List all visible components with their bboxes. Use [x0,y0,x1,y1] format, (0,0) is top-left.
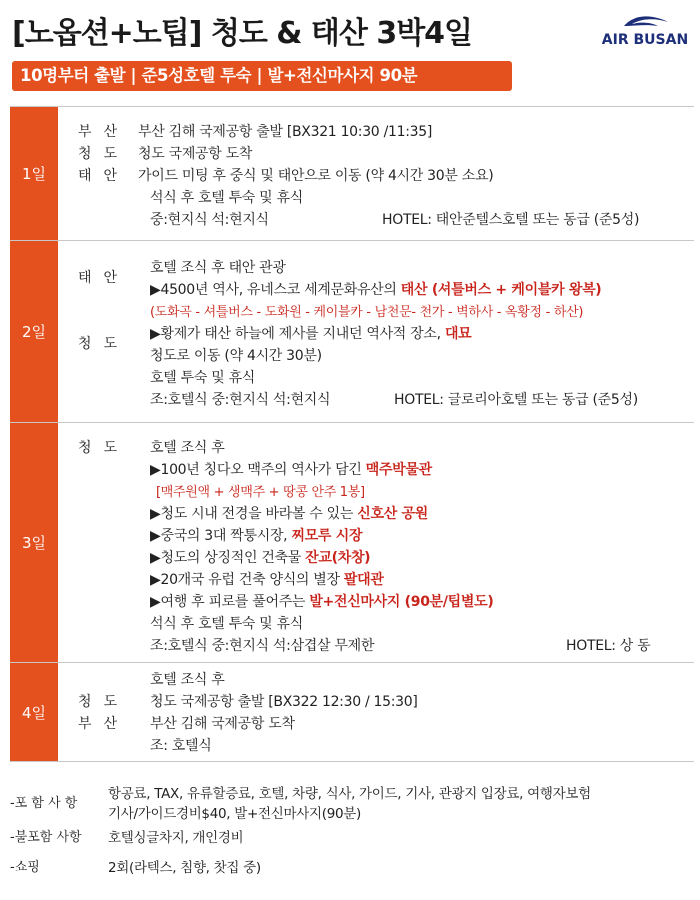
day-2-line-1: 호텔 조식 후 태안 관광 [150,260,286,276]
day-2-meals: 조:호텔식 중:현지식 석:현지식 [150,392,331,408]
logo-text-air: AIR [601,32,629,48]
day-2-line-2 [150,279,601,299]
day-1-place-3: 태안 [78,168,130,184]
include-line-1: 항공료, TAX, 유류할증료, 호텔, 차량, 식사, 가이드, 기사, 관광지 입장료, 여행자보험 [108,786,591,802]
day-4-line-1: 호텔 조식 후 [150,672,225,688]
exclude-value: 호텔싱글차지, 개인경비 [108,830,244,846]
day-1-tab: 1일 [10,107,58,240]
day-1-meals: 중:현지식 석:현지식 [150,212,269,228]
exclude-label: -불포함 사항 [10,830,82,845]
airline-logo [600,12,690,48]
day-1-line-2: 청도 국제공항 도착 [138,146,253,162]
include-label: -포 함 사 항 [10,796,78,811]
page-title: [노옵션+노팁] 청도 & 태산 3박4일 [12,16,473,51]
day-3-tab: 3일 [10,423,58,662]
day-1-line-1: 부산 김해 국제공항 출발 [BX321 10:30 /11:35] [138,124,432,140]
day-3-hotel: HOTEL: 상 동 [566,638,651,654]
day-1-line-3: 가이드 미팅 후 중식 및 태안으로 이동 (약 4시간 30분 소요) [138,168,494,184]
day-4-line-3: 부산 김해 국제공항 도착 [150,716,295,732]
day-2-place-2: 청도 [78,336,130,352]
day-3-block [10,422,694,662]
day-2-block [10,240,694,422]
day-2-place-1: 태안 [78,270,130,286]
day-3-item-3-text: ▶청도 시내 전경을 바라볼 수 있는 [150,506,358,522]
day-2-line-4 [150,323,471,343]
day-4-tab: 4일 [10,663,58,761]
day-2-line-4-text: ▶황제가 태산 하늘에 제사를 지내던 역사적 장소, [150,326,445,342]
include-line-2: 기사/가이드경비$40, 발+전신마사지(90분) [108,806,361,822]
day-3-item-6 [150,569,384,589]
day-3-item-7-highlight: 발+전신마사지 (90분/팁별도) [309,594,494,610]
day-3-item-6-text: ▶20개국 유럽 건축 양식의 별장 [150,572,344,588]
day-4-line-2: 청도 국제공항 출발 [BX322 12:30 / 15:30] [150,694,418,710]
day-2-line-6: 호텔 투숙 및 휴식 [150,370,256,386]
day-2-tab: 2일 [10,241,58,422]
day-4-place-1: 청도 [78,694,130,710]
day-4-place-2: 부산 [78,716,130,732]
day-3-item-5-highlight: 잔교(차창) [305,550,371,566]
day-3-item-4-text: ▶중국의 3대 짝퉁시장, [150,528,292,544]
day-1-hotel: HOTEL: 태안준텔스호텔 또는 동급 (준5성) [382,212,640,228]
airline-logo-text [600,32,690,48]
highlight-banner: 10명부터 출발 | 준5성호텔 투숙 | 발+전신마사지 90분 [12,61,512,91]
logo-text-busan: BUSAN [633,32,689,48]
day-3-item-1-text: ▶100년 칭다오 맥주의 역사가 담긴 [150,462,366,478]
bird-logo-icon [622,12,670,32]
day-3-item-5 [150,547,370,567]
day-2-line-4-highlight: 대묘 [444,326,472,342]
day-3-item-5-text: ▶청도의 상징적인 건축물 [150,550,306,566]
day-3-place-1: 청도 [78,440,130,456]
day-4-line-4: 조: 호텔식 [150,738,212,754]
day-4-block [10,662,694,762]
shopping-value: 2회(라텍스, 침향, 찻집 중) [108,860,261,876]
day-2-hotel: HOTEL: 글로리아호텔 또는 동급 (준5성) [394,392,638,408]
day-1-block [10,106,694,240]
day-3-meals: 조:호텔식 중:현지식 석:삼겹살 무제한 [150,638,375,654]
day-3-item-7 [150,591,493,611]
day-3-item-7-text: ▶여행 후 피로를 풀어주는 [150,594,310,610]
day-2-line-2-highlight: 태산 (셔틀버스 + 케이블카 왕복) [400,282,602,298]
day-3-line-end: 석식 후 호텔 투숙 및 휴식 [150,616,303,632]
day-2-line-5: 청도로 이동 (약 4시간 30분) [150,348,322,364]
day-2-line-3: (도화곡 - 셔틀버스 - 도화원 - 케이블카 - 남천문- 천가 - 벽하사 - 옥황정 - 하산) [150,305,584,320]
day-2-line-2-text: ▶4500년 역사, 유네스코 세계문화유산의 [150,282,401,298]
day-1-place-1: 부산 [78,124,130,140]
day-3-item-6-highlight: 팔대관 [343,572,384,588]
day-3-item-1 [150,459,432,479]
day-3-item-2 [156,481,365,500]
day-3-item-3 [150,503,428,523]
day-3-line-1: 호텔 조식 후 [150,440,225,456]
day-1-line-4: 석식 후 호텔 투숙 및 휴식 [150,190,303,206]
day-3-item-1-highlight: 맥주박물관 [365,462,432,478]
day-3-item-4 [150,525,362,545]
day-3-item-2-highlight: [맥주원액 + 생맥주 + 땅콩 안주 1봉] [156,485,365,500]
day-3-item-4-highlight: 찌모루 시장 [291,528,363,544]
day-1-place-2: 청도 [78,146,130,162]
shopping-label: -쇼핑 [10,860,40,875]
day-3-item-3-highlight: 신호산 공원 [357,506,428,522]
